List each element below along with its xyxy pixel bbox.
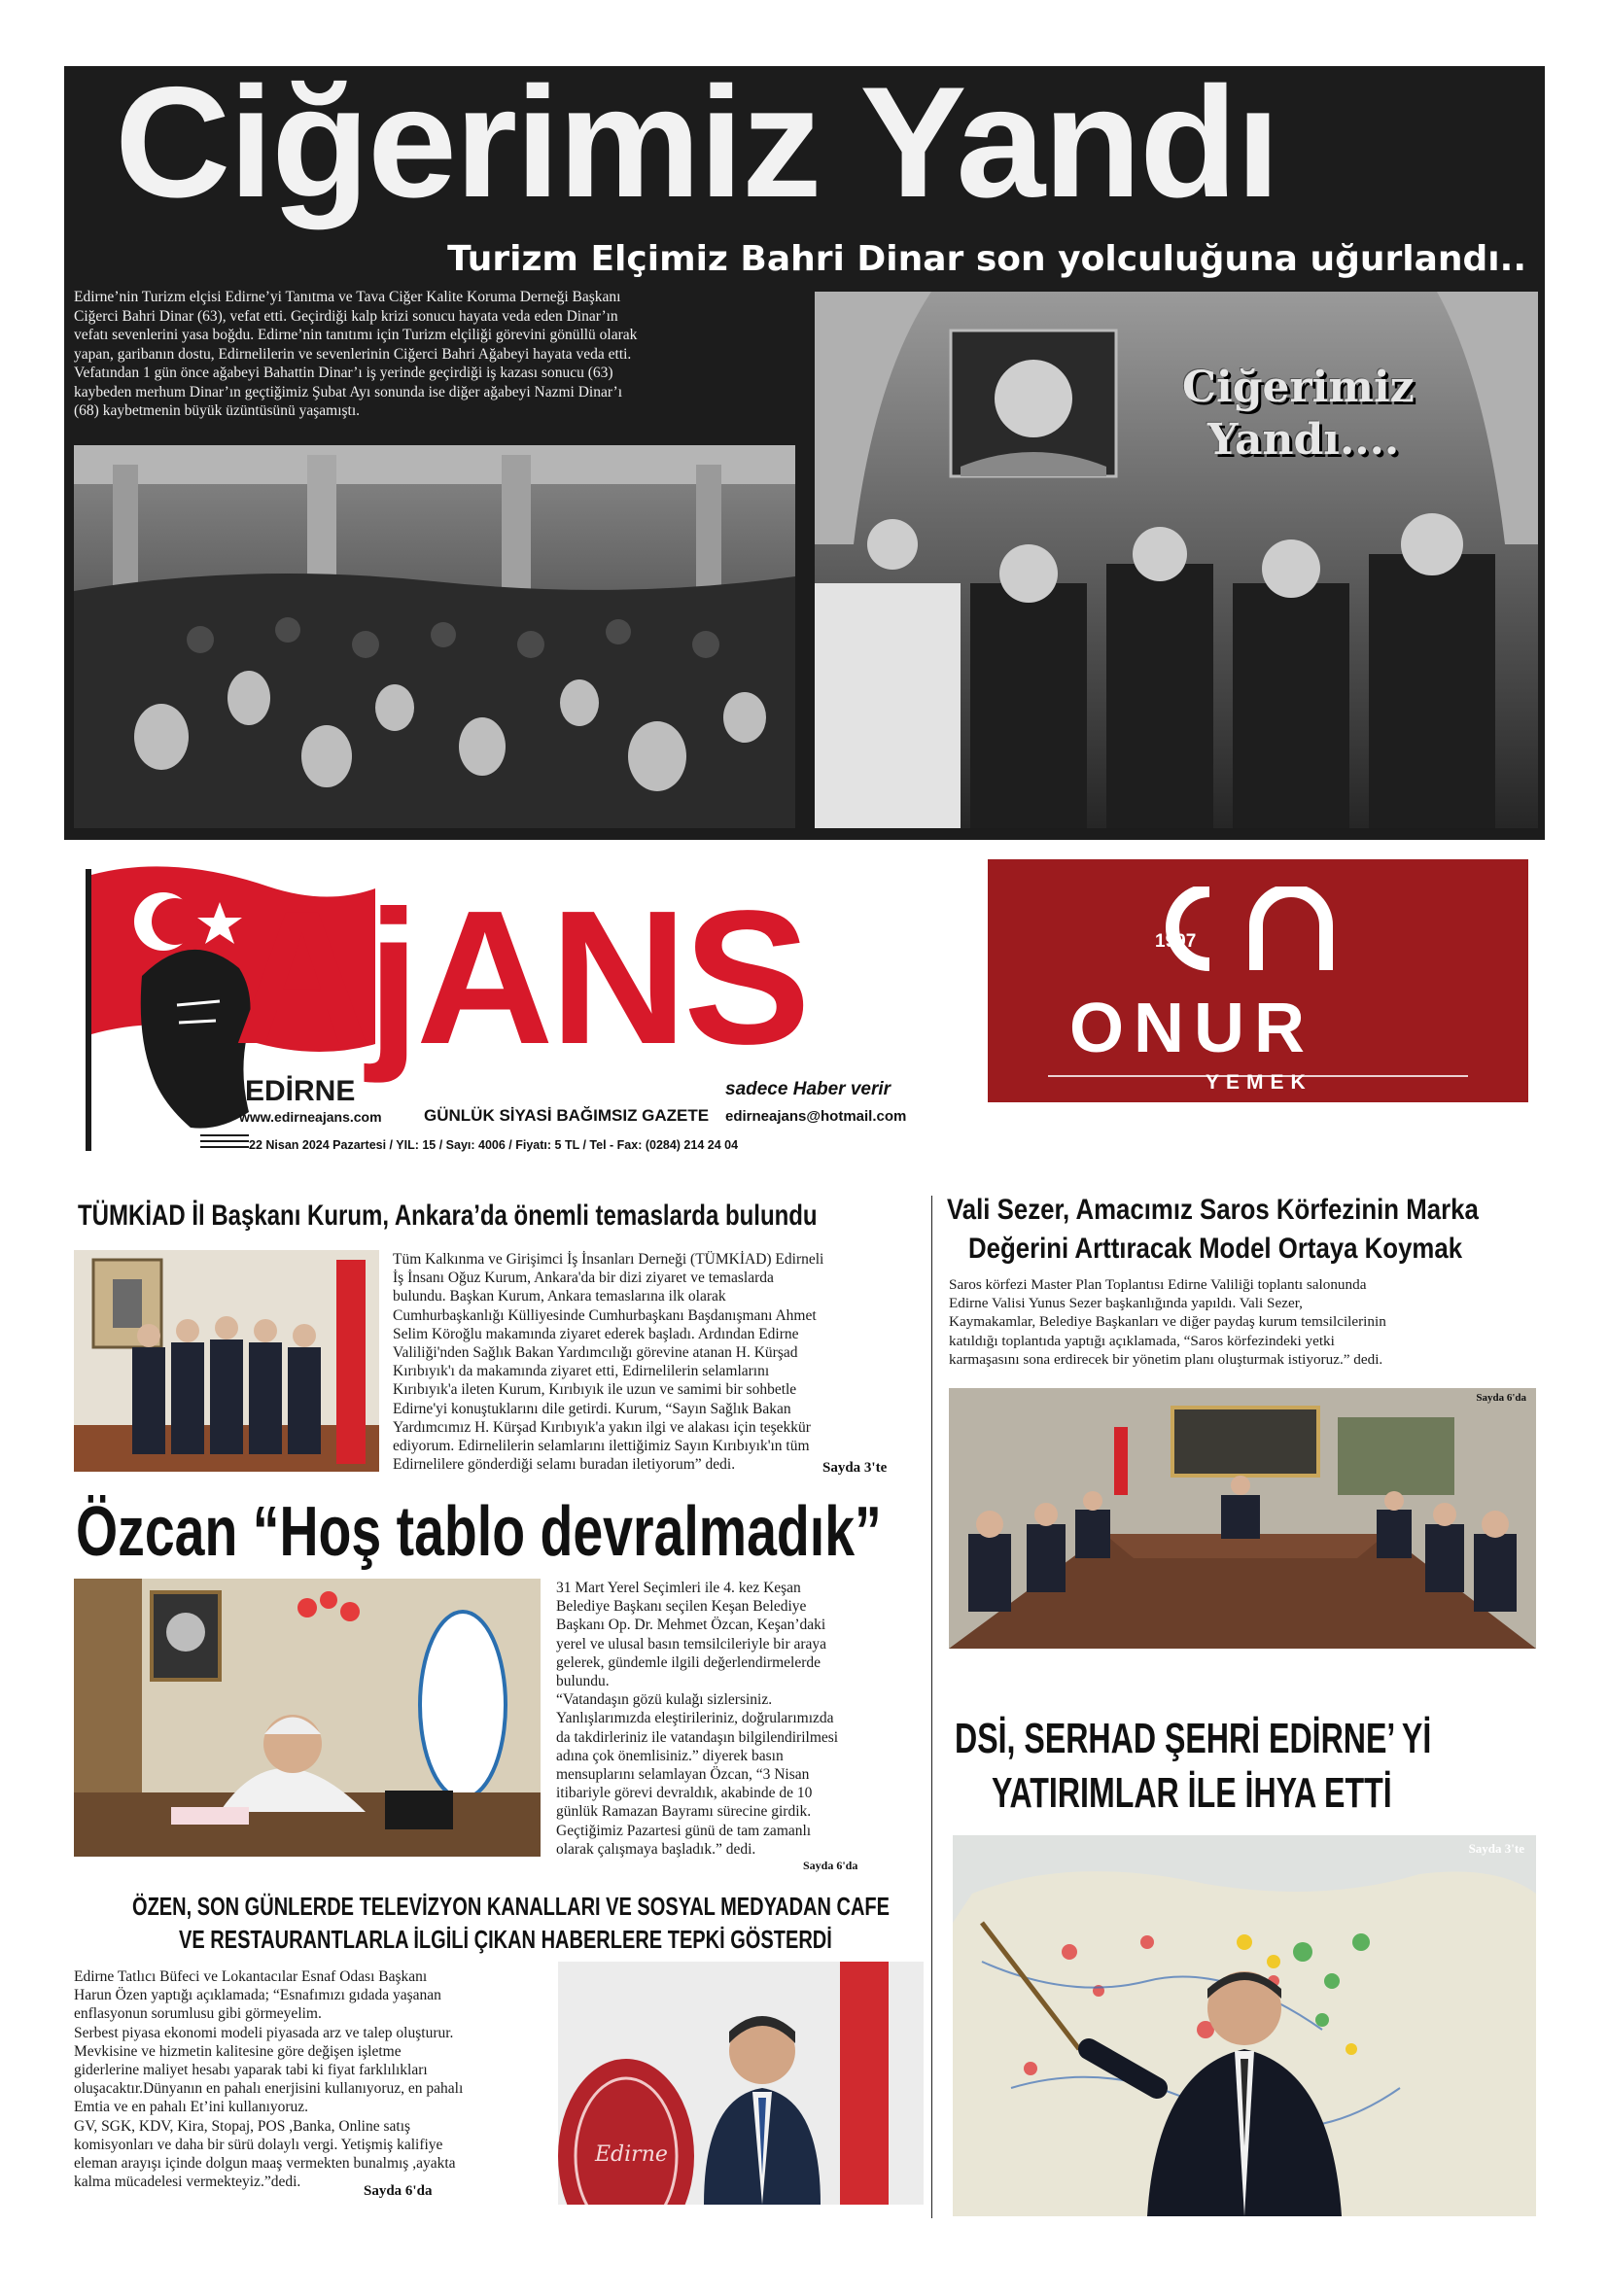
article-line: Saros körfezi Master Plan Toplantısı Edirne Valiliği toplantı salonunda [949, 1276, 1367, 1293]
issue-info: 22 Nisan 2024 Pazartesi / YIL: 15 / Sayı: 4006 / Fiyatı: 5 TL / Tel - Fax: (0284) 214 24 04 [249, 1138, 739, 1152]
article-line: eleman arayışı içinde dolgun maaş vermekten bunalmış ,ayakta [74, 2155, 456, 2173]
lead-line: vefatı sevenlerini yasa boğdu. Edirne’nin tanıtımı için Turizm elçiliği görevini gönüllü olarak [74, 327, 638, 343]
vali-continued[interactable]: Sayda 6'da [1476, 1392, 1526, 1404]
vali-body [949, 1275, 1532, 1369]
funeral-crowd-photo [74, 445, 795, 828]
overlay-line: Ciğerimiz [1182, 363, 1415, 412]
ad-logo-icon [1141, 887, 1375, 974]
article-line: kalma mücadelesi vermekteyiz.”dedi. [74, 2174, 301, 2191]
article-line: Kırıbıyık'a ileten Kurum, Kırıbıyık ile uzun ve samimi bir sohbetle [393, 1381, 797, 1399]
article-line: Edirnelilere gönderdiği selamı buradan iletiyorum” dedi. [393, 1456, 736, 1474]
main-subheadline: Turizm Elçimiz Bahri Dinar son yolculuğuna uğurlandı.. [447, 239, 1526, 279]
article-line: adına çok önemlisiniz.” diyerek basın [556, 1747, 784, 1764]
ozen-body [74, 1967, 560, 2191]
article-line: Valiliği'nden Sağlık Bakan Yardımcılığı görevine atanan H. Kürşad [393, 1344, 798, 1362]
article-line: GV, SGK, KDV, Kira, Stopaj, POS ,Banka, Online satış [74, 2117, 411, 2135]
article-line: itibariyle görevi devraldık, akabinde de 10 [556, 1785, 813, 1802]
lead-article-text [74, 288, 803, 421]
article-line: bulundu. Başkan Kurum, Ankara temaslarına ilk olarak [393, 1288, 726, 1305]
newspaper-website[interactable]: www.edirneajans.com [239, 1109, 382, 1125]
article-line: karmaşasını sona erdirecek bir yönetim planı oluşturmak istiyoruz.” dedi. [949, 1350, 1383, 1368]
article-line: giderlerine maliyet hesabı yaparak tabi ki fiyat farklılıkları [74, 2062, 428, 2079]
article-line: enflasyonun sorumlusu gibi görmeyelim. [74, 2005, 322, 2023]
newspaper-city: EDİRNE [245, 1075, 356, 1107]
article-line: Başkanı Op. Dr. Mehmet Özcan, Keşan’daki [556, 1617, 826, 1634]
article-line: da takdirleriniz ile vatandaşın bilgilendirilmesi [556, 1728, 839, 1746]
article-line: günlük Ramazan Bayramı sürecine girdik. [556, 1803, 812, 1821]
article-line: mensuplarını selamlayan Özcan, “3 Nisan [556, 1766, 810, 1784]
article-line: Harun Özen yaptığı açıklamada; “Esnafımızı gıdada yaşanan [74, 1987, 441, 2004]
article-line: Emtia ve en pahalı Et’ini kullanıyoruz. [74, 2099, 309, 2116]
article-line: Selim Köroğlu makamında ziyaret ederek başladı. Ardından Edirne [393, 1325, 799, 1342]
tumkiad-photo [74, 1250, 379, 1472]
ad-year: 1997 [1155, 931, 1197, 952]
article-line: Kaymakamlar, Belediye Başkanları ve diğer paydaş kurum temsilcilerinin [949, 1313, 1386, 1331]
article-line: bulundu. [556, 1673, 610, 1690]
ozen-headline-line2: VE RESTAURANTLARLA İLGİLİ ÇIKAN HABERLERE TEPKİ GÖSTERDİ [179, 1925, 832, 1954]
article-line: ediyorum. Edirnelilerin selamlarını ilettiğimiz Sayın Kırıbıyık'ın tüm [393, 1438, 810, 1455]
vali-meeting-photo [949, 1388, 1536, 1649]
article-line: Tüm Kalkınma ve Girişimci İş İnsanları Derneği (TÜMKİAD) Edirneli [393, 1251, 824, 1268]
article-line: Cumhurbaşkanlığı Külliyesinde Cumhurbaşkanı Başdanışmanı Ahmet [393, 1306, 817, 1324]
dsi-map-photo [953, 1835, 1536, 2216]
article-line: olarak çalışmaya başladık.” dedi. [556, 1840, 756, 1858]
ozen-headline-line1: ÖZEN, SON GÜNLERDE TELEVİZYON KANALLARI VE SOSYAL MEDYADAN CAFE [132, 1892, 891, 1921]
funeral-prayer-photo [815, 292, 1538, 828]
overlay-line: Yandı.... [1207, 415, 1400, 465]
lead-line: (68) kaybetmenin büyük üzüntüsünü yaşamıştı. [74, 402, 361, 419]
article-line: Belediye Başkanı seçilen Keşan Belediye [556, 1598, 807, 1616]
main-headline: Ciğerimiz Yandı [115, 54, 1278, 230]
article-line: Yanlışlarımızda eleştirileriniz, doğrularımızda [556, 1710, 834, 1727]
dsi-headline-line1: DSİ, SERHAD ŞEHRİ EDİRNE’ Yİ [955, 1715, 1432, 1762]
article-line: “Vatandaşın gözü kulağı sizlersiniz. [556, 1691, 773, 1709]
newspaper-brand: AjANS [233, 871, 807, 1084]
lead-line: Vefatından 1 gün önce ağabeyi Bahattin Dinar’ı iş yerinde geçirdiği iş kazası sonucu (63) [74, 365, 613, 381]
dsi-headline-line2: YATIRIMLAR İLE İHYA ETTİ [992, 1769, 1392, 1817]
article-line: katıldığı toplantıda yaptığı açıklamada, “Saros körfezindeki yetki [949, 1332, 1335, 1349]
lead-line: kaybeden merhum Dinar’ın geçtiğimiz Şubat Ayı sonunda ise diğer ağabeyi Nazmi Dinar’ı [74, 383, 623, 400]
ozcan-headline: Özcan “Hoş tablo devralmadık” [76, 1493, 882, 1571]
ozen-emblem-text: Edirne [595, 2142, 668, 2167]
photo-overlay-caption [1182, 362, 1415, 467]
article-line: oluşacaktır.Dünyanın en pahalı enerjisini kullanıyoruz, en pahalı [74, 2080, 464, 2098]
tumkiad-body [393, 1250, 918, 1474]
ad-subtitle: YEMEK [1206, 1071, 1312, 1094]
article-line: Edirne Valisi Yunus Sezer başkanlığında yapıldı. Vali Sezer, [949, 1295, 1303, 1312]
article-line: gelerek, gündemle ilgili değerlendirmelerde [556, 1653, 821, 1671]
vali-headline-line1: Vali Sezer, Amacımız Saros Körfezinin Marka [947, 1194, 1479, 1226]
article-line: Edirne Tatlıcı Büfeci ve Lokantacılar Esnaf Odası Başkanı [74, 1968, 428, 1985]
lead-line: Ciğerci Bahri Dinar (63), vefat etti. Geçirdiği kalp krizi sonucu hayata veda eden Dinar’ın [74, 307, 618, 325]
article-line: Yardımcımız H. Kürşad Kırıbıyık'a yakın ilgi ve alakası için teşekkür [393, 1418, 811, 1436]
ozcan-continued[interactable]: Sayda 6'da [803, 1859, 858, 1872]
ad-name: ONUR [1069, 990, 1314, 1067]
article-line: 31 Mart Yerel Seçimleri ile 4. kez Keşan [556, 1580, 801, 1596]
article-line: Edirne'yi konuştuklarını dile getirdi. Kurum, “Sayın Sağlık Bakan [393, 1400, 791, 1417]
article-line: Kırıbıyık'ı da makamında ziyaret etti, Edirnelilerin selamlarını [393, 1363, 770, 1380]
article-line: komisyonları ve daha bir sürü dolaylı vergi. Yetişmiş kalifiye [74, 2136, 443, 2153]
ozcan-photo [74, 1579, 541, 1857]
tumkiad-continued[interactable]: Sayda 3'te [822, 1460, 888, 1476]
ozen-continued[interactable]: Sayda 6'da [364, 2183, 433, 2199]
lead-line: Edirne’nin Turizm elçisi Edirne’yi Tanıtma ve Tava Ciğer Kalite Koruma Derneği Başkanı [74, 289, 621, 305]
dsi-continued[interactable]: Sayda 3'te [1468, 1841, 1524, 1856]
newspaper-email[interactable]: edirneajans@hotmail.com [725, 1108, 907, 1125]
ozcan-body [556, 1579, 926, 1859]
ozen-photo [558, 1962, 924, 2205]
column-rule [931, 1196, 932, 2218]
tumkiad-headline: TÜMKİAD İl Başkanı Kurum, Ankara’da önemli temaslarda bulundu [78, 1200, 818, 1232]
lead-line: yapan, garibanın dostu, Edirnelilerin ve sevenlerinin Ciğerci Bahri Ağabeyi hayata veda etti. [74, 345, 632, 363]
article-line: Geçtiğimiz Pazartesi günü de tam zamanlı [556, 1822, 812, 1839]
article-line: yerel ve ulusal basın temsilcileriyle bir araya [556, 1635, 827, 1652]
newspaper-type: GÜNLÜK SİYASİ BAĞIMSIZ GAZETE [424, 1106, 710, 1125]
article-line: İş İnsanı Oğuz Kurum, Ankara'da bir dizi ziyaret ve temaslarda [393, 1270, 774, 1287]
newspaper-slogan: sadece Haber verir [725, 1079, 891, 1099]
article-line: Mevkisine ve hizmetin kalitesine göre değişen işletme [74, 2042, 402, 2060]
article-line: Serbest piyasa ekonomi modeli piyasada arz ve talep oluşturur. [74, 2024, 454, 2041]
vali-headline-line2: Değerini Arttıracak Model Ortaya Koymak [968, 1233, 1463, 1265]
